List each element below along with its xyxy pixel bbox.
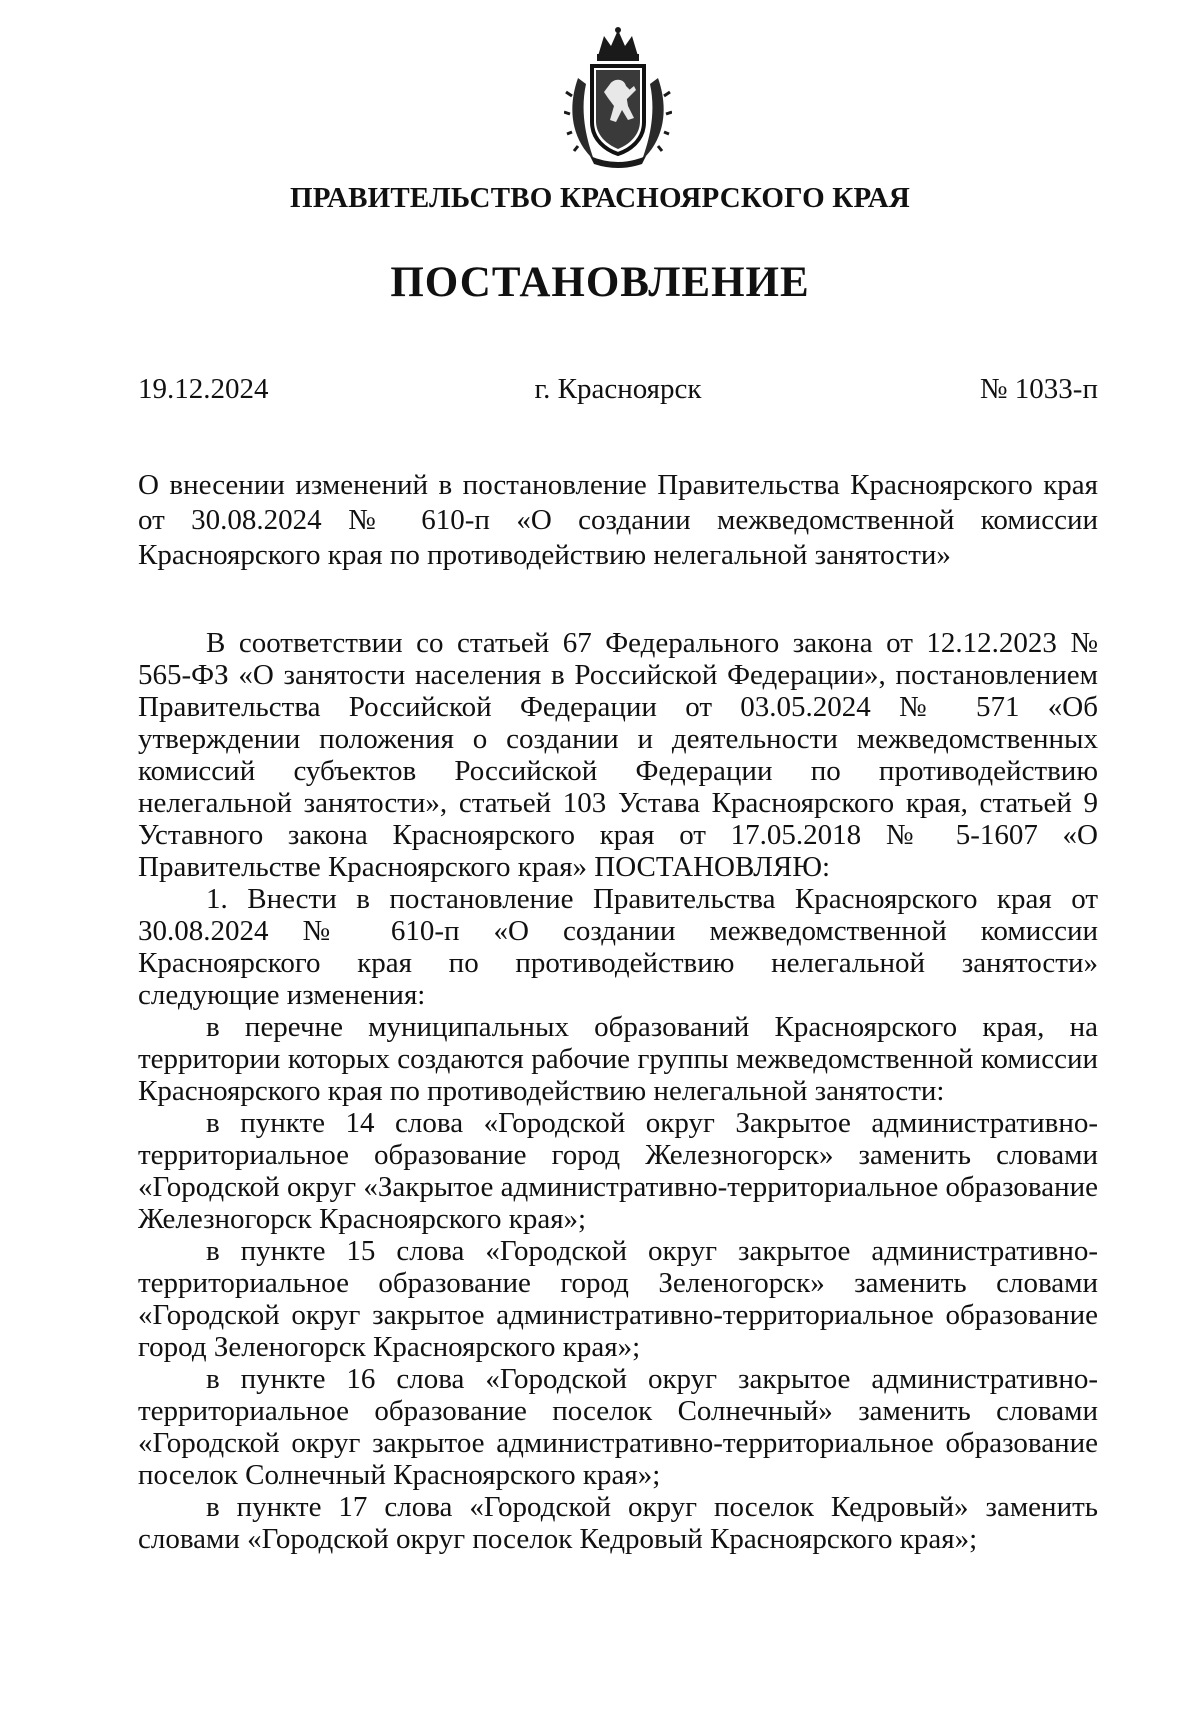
body-paragraph: в пункте 15 слова «Городской округ закрытое административно-территориальное образование город Зеленогорск» заменить словами «Городской округ закрытое административно-территориальное образование город Зеленогорск Красноярского края»; — [138, 1235, 1098, 1363]
krasnoyarsk-coat-of-arms-icon — [564, 26, 672, 168]
document-subject: О внесении изменений в постановление Правительства Красноярского края от 30.08.2024 № 610-п «О создании межведомственной комиссии Красноярского края по противодействию нелегальной занятости» — [138, 469, 1098, 571]
body-paragraph: В соответствии со статьей 67 Федерального закона от 12.12.2023 № 565-ФЗ «О занятости населения в Российской Федерации», постановлением Правительства Российской Федерации от 03.05.2024 № 571 «Об утверждении положения о создании и деятельности межведомственных комиссий субъектов Российской Федерации по противодействию нелегальной занятости», статьей 103 Устава Красноярского края, статьей 9 Уставного закона Красноярского края от 17.05.2018 № 5-1607 «О Правительстве Красноярского края» ПОСТАНОВЛЯЮ: — [138, 627, 1098, 883]
document-number: № 1033-п — [979, 373, 1098, 405]
body-paragraph: в перечне муниципальных образований Красноярского края, на территории которых создаются рабочие группы межведомственной комиссии Красноярского края по противодействию нелегальной занятости: — [138, 1011, 1098, 1107]
body-paragraph: в пункте 17 слова «Городской округ поселок Кедровый» заменить словами «Городской округ поселок Кедровый Красноярского края»; — [138, 1491, 1098, 1555]
body-paragraph: в пункте 16 слова «Городской округ закрытое административно-территориальное образование поселок Солнечный» заменить словами «Городской округ закрытое административно-территориальное образование поселок Солнечный Красноярского края»; — [138, 1363, 1098, 1491]
body-paragraph: 1. Внести в постановление Правительства Красноярского края от 30.08.2024 № 610-п «О создании межведомственной комиссии Красноярского края по противодействию нелегальной занятости» следующие изменения: — [138, 883, 1098, 1011]
document-city: г. Красноярск — [534, 373, 702, 405]
document-meta — [138, 373, 1098, 413]
doc-type-title: ПОСТАНОВЛЕНИЕ — [390, 259, 810, 306]
org-title: ПРАВИТЕЛЬСТВО КРАСНОЯРСКОГО КРАЯ — [289, 182, 911, 214]
body-paragraph: в пункте 14 слова «Городской округ Закрытое административно-территориальное образование город Железногорск» заменить словами «Городской округ «Закрытое административно-территориальное образование Железногорск Красноярского края»; — [138, 1107, 1098, 1235]
document-body — [138, 627, 1098, 1555]
document-date: 19.12.2024 — [138, 373, 269, 405]
